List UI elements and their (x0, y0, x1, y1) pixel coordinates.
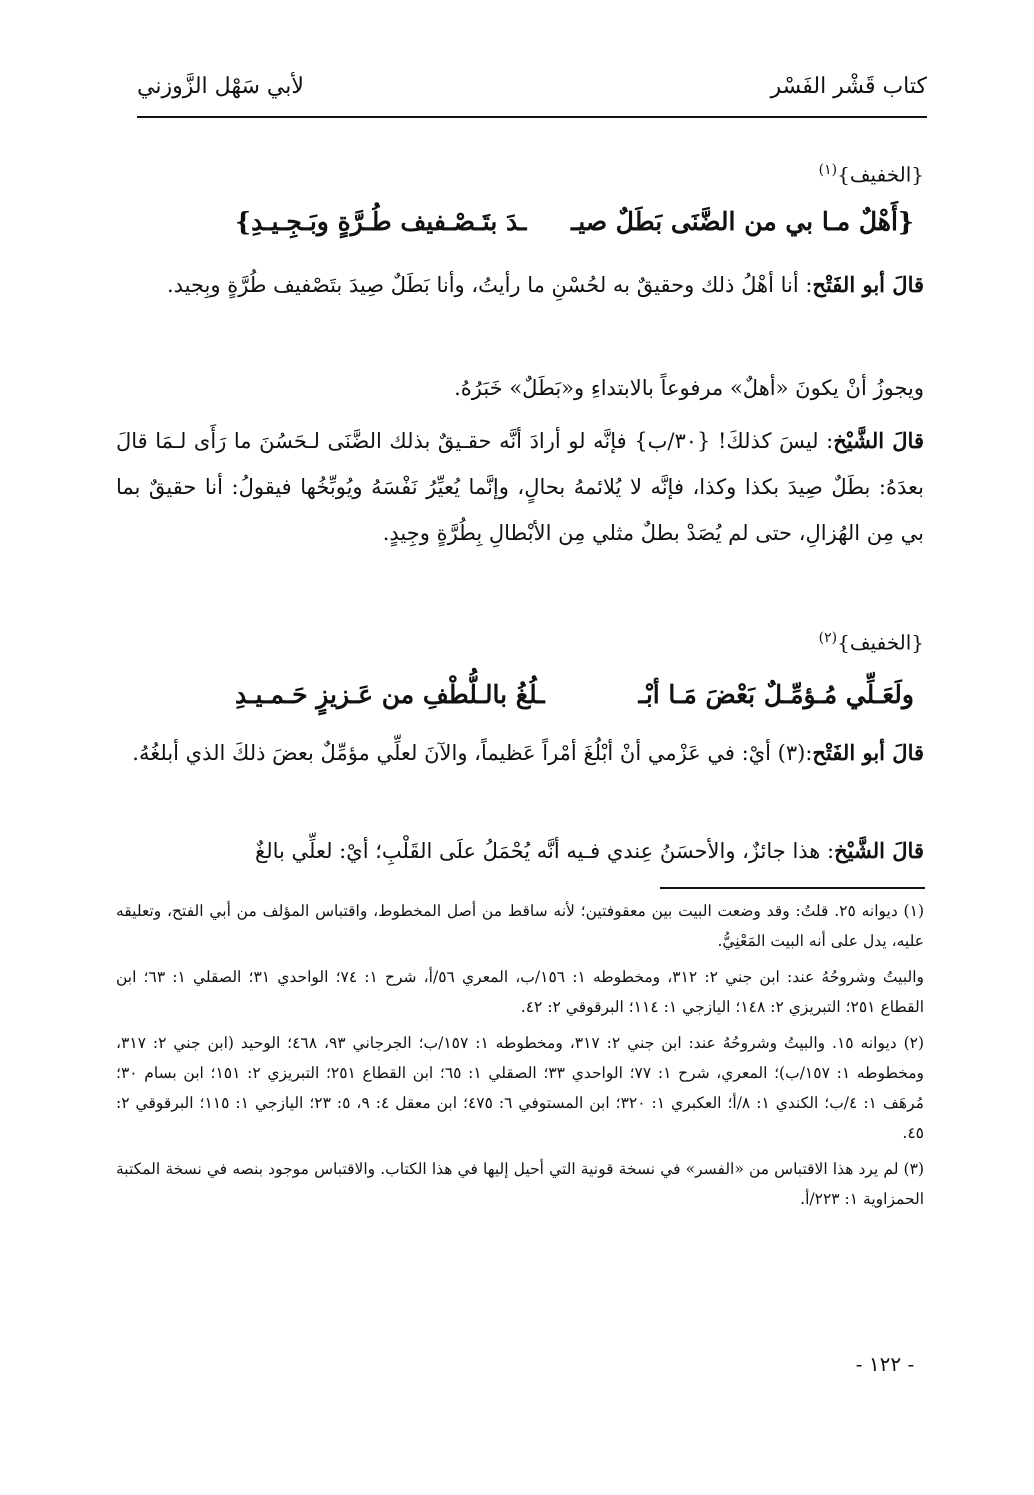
commentary-text: : ليسَ كذلكَ! {٣٠/ب} فإنَّه لو أرادَ أنَّه حقـيقٌ بذلك الضَّنَى لـحَسُنَ ما رَأَى لـمَا قالَ بعدَهُ: بطَلٌ صِيدَ بكذا وكذا، فإنَّه لا يُلائمهُ بحالٍ، وإنَّما يُعيِّرُ نَفْسَهُ ويُوبِّخُها فيقولُ: أنا حقيقٌ بما بي مِن الهُزالِ، حتى لم يُصَدْ بطلٌ مثلي مِن الأبْطالِ بِطُرَّةٍ وجِيدٍ. (116, 429, 924, 545)
verse-second-hemistich: ـدَ بتَـصْـفيف طُـرَّةٍ وبَـجِـيـدِ} (235, 207, 527, 236)
commentary-paragraph (116, 418, 924, 556)
footnote-divider (660, 887, 925, 889)
speaker-label: قالَ أبو الفَتْح (812, 272, 924, 297)
verse-first-hemistich: ولَعَـلِّي مُـؤمِّـلٌ بَعْضَ مَـا أبْـ (638, 680, 914, 709)
header-author: لأبي سَهْل الزَّوزني (137, 74, 304, 99)
speaker-label: قالَ الشَّيْخ (833, 428, 924, 453)
speaker-label: قالَ الشَّيْخ (834, 838, 924, 863)
verse-first-hemistich: {أَهْلٌ مـا بي من الضَّنَى بَطَلٌ صيـ (570, 207, 914, 236)
commentary-text: ويجوزُ أنْ يكونَ «أهلٌ» مرفوعاً بالابتداءِ و«بَطَلٌ» خَبَرُهُ. (454, 376, 924, 400)
footnote-marker: (١) (818, 162, 838, 178)
running-header (137, 74, 927, 104)
page-number: - ١٢٢ - (855, 1352, 915, 1376)
header-divider (137, 116, 927, 118)
commentary-paragraph (116, 262, 924, 308)
footnote: والبيتُ وشروحُهُ عند: ابن جني ٢: ٣١٢، ومخطوطه ١: ١٥٦/ب، المعري ٥٦/أ، شرح ١: ٧٤؛ الواحدي ٣١؛ الصقلي ١: ٦٣؛ ابن القطاع ٢٥١؛ التبريزي ٢: ١٤٨؛ اليازجي ١: ١١٤؛ البرقوقي ٢: ٤٢. (116, 968, 925, 1016)
footnote: (٣) لم يرد هذا الاقتباس من «الفسر» في نسخة قونية التي أحيل إليها في هذا الكتاب. والاقتباس موجود بنصه في نسخة المكتبة الحمزاوية ١: ٢٢٣/أ. (116, 1160, 924, 1208)
footnote: (٢) ديوانه ١٥. والبيتُ وشروحُهُ عند: ابن جني ٢: ٣١٧، ومخطوطه ١: ١٥٧/ب؛ الجرجاني ٩٣، ٤٦٨؛ الوحيد (ابن جني ٢: ٣١٧، ومخطوطه ١: ١٥٧/ب)؛ المعري، شرح ١: ٧٧؛ الواحدي ٣٣؛ الصقلي ١: ٦٥؛ ابن القطاع ٢٥١؛ التبريزي ٢: ١٥١؛ ابن بسام ٣٠؛ مُرهَف ١: ٤/ب؛ الكندي ١: ٨/أ؛ العكبري ١: ٣٢٠؛ ابن المستوفي ٦: ٤٧٥؛ ابن معقل ٤: ٩، ٥: ٢٣؛ اليازجي ١: ١١٥؛ البرقوقي ٢: ٤٥. (116, 1034, 925, 1142)
commentary-paragraph (116, 828, 924, 874)
verse-second-hemistich: ـلُغُ بالـلُّطْفِ من عَـزيزٍ حَـمـيـدِ (235, 680, 545, 709)
footnote: (١) ديوانه ٢٥. قلتُ: وقد وضعت البيت بين معقوفتين؛ لأنه ساقط من أصل المخطوط، واقتباس المؤلف من أبي الفتح، وتعليقه عليه، يدل على أنه البيت المَعْنِيُّ. (116, 902, 924, 950)
commentary-text: : أنا أهْلُ ذلك وحقيقٌ به لحُسْنِ ما رأيتُ، وأنا بَطَلٌ صِيدَ بتَصْفيف طُرَّةٍ وبِجيد. (166, 273, 813, 297)
commentary-text: :(٣) أيْ: في عَزْمي أنْ أبْلُغَ أمْراً عَظيماً، والآنَ لعلِّي مؤمِّلٌ بعضَ ذلكَ الذي أبلغُهُ. (132, 741, 813, 765)
commentary-paragraph (116, 365, 924, 411)
footnotes (116, 896, 924, 1220)
meter-label (819, 162, 924, 187)
meter-name: {الخفيف} (837, 162, 924, 187)
meter-name: {الخفيف} (837, 630, 924, 655)
commentary-text: : هذا جائزٌ، والأحسَنُ عِندي فـيه أنَّه يُحْمَلُ علَى القَلْبِ؛ أيْ: لعلِّي بالغٌ (255, 839, 835, 863)
header-book-title: كتاب قَشْر الفَسْر (770, 74, 927, 99)
meter-label (819, 630, 924, 655)
footnote-marker: (٢) (818, 630, 838, 646)
speaker-label: قالَ أبو الفَتْح (812, 740, 924, 765)
commentary-paragraph (116, 730, 924, 776)
